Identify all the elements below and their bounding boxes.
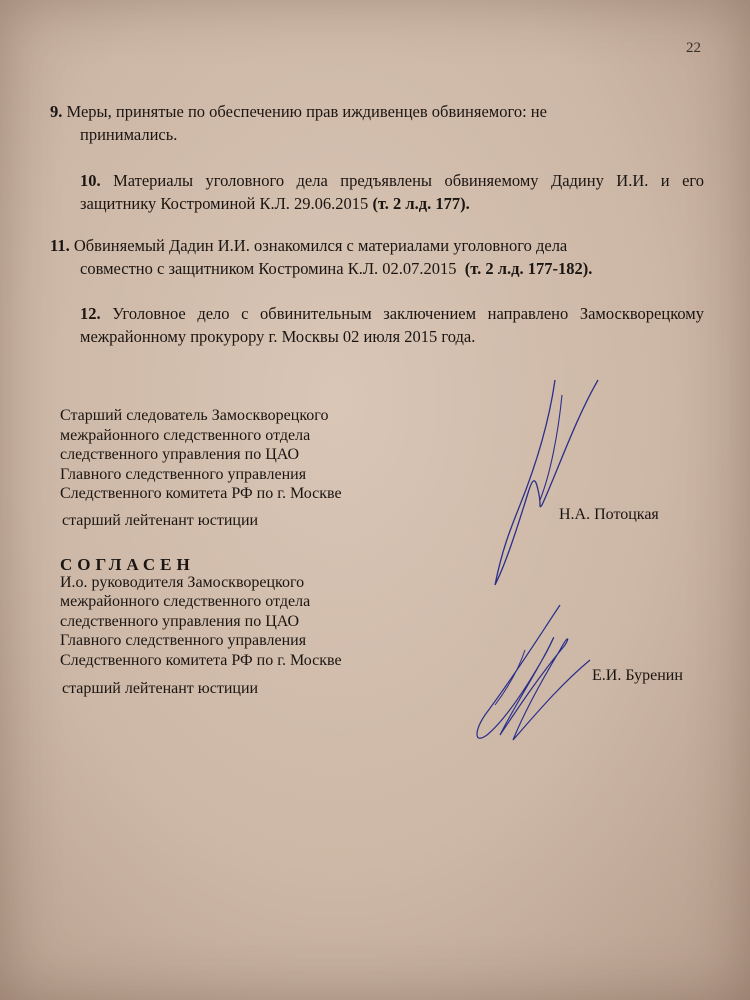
position-line: Старший следователь Замоскворецкого — [60, 407, 329, 424]
item-text: Материалы уголовного дела предъявлены обвиняемому Дадину И.И. и его защитнику Костроминой К.Л. 29.06.2015 — [80, 171, 705, 213]
signer1-rank: старший лейтенант юстиции — [62, 512, 259, 529]
item-number: 10. — [80, 171, 101, 190]
signature-2-icon — [465, 595, 595, 755]
item-number: 11. — [50, 236, 70, 255]
item-text: Уголовное дело с обвинительным заключением направлено Замоскворецкому межрайонному прокурору г. Москвы 02 июля 2015 года. — [80, 304, 704, 346]
signer2-position — [60, 555, 440, 670]
item-number: 12. — [80, 304, 101, 323]
case-reference: (т. 2 л.д. 177-182) — [464, 259, 589, 278]
signer1-name: Н.А. Потоцкая — [559, 506, 659, 523]
position-line: И.о. руководителя Замоскворецкого — [60, 573, 305, 591]
item-text-continued: принимались. — [80, 125, 178, 144]
position-line: Главного следственного управления — [60, 632, 307, 649]
signer2-rank: старший лейтенант юстиции — [62, 680, 259, 697]
item-number: 9. — [50, 102, 63, 121]
item-text: совместно с защитником Костромина К.Л. 02.07.2015 — [80, 259, 457, 278]
item-9 — [50, 100, 702, 146]
position-line: следственного управления по ЦАО — [60, 612, 300, 630]
position-line: Главного следственного управления — [60, 465, 307, 483]
position-line: следственного управления по ЦАО — [60, 446, 300, 463]
position-line: межрайонного следственного отдела — [60, 593, 311, 610]
signer1-position — [60, 406, 440, 504]
case-reference: (т. 2 л.д. 177) — [372, 194, 466, 213]
position-line: Следственного комитета РФ по г. Москве — [60, 485, 342, 502]
approval-heading: СОГЛАСЕН — [60, 555, 195, 574]
position-line: Следственного комитета РФ по г. Москве — [60, 651, 342, 669]
position-line: межрайонного следственного отдела — [60, 426, 311, 444]
item-12 — [80, 302, 704, 348]
item-11 — [50, 234, 704, 280]
item-text-continued — [50, 257, 704, 280]
item-text: Обвиняемый Дадин И.И. ознакомился с материалами уголовного дела — [73, 236, 568, 255]
item-text: Меры, принятые по обеспечению прав иждивенцев обвиняемого: не — [66, 102, 547, 121]
item-end: . — [588, 259, 593, 278]
item-10 — [80, 169, 704, 215]
signer2-name: Е.И. Буренин — [592, 667, 683, 684]
signature-1-icon — [480, 375, 620, 605]
item-end: . — [465, 194, 470, 213]
page-number: 22 — [686, 40, 701, 56]
